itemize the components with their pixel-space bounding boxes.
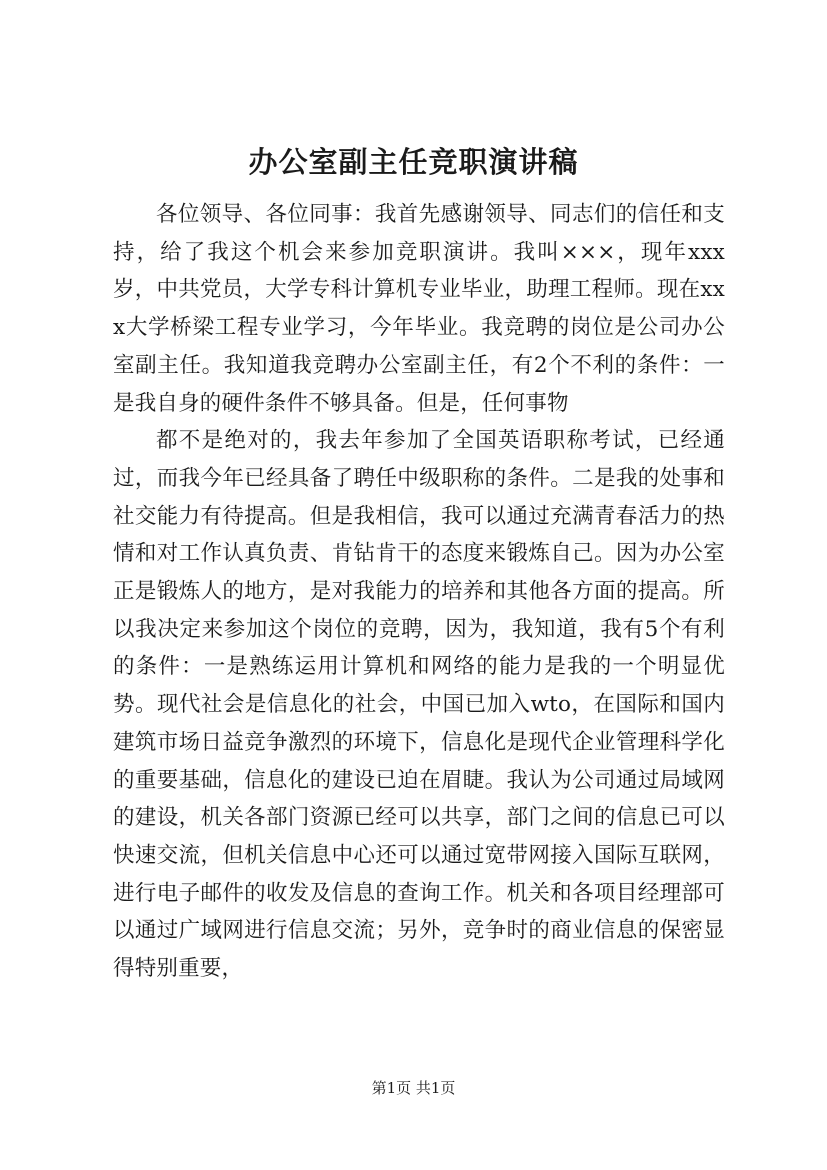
paragraph-1: 各位领导、各位同事：我首先感谢领导、同志们的信任和支持，给了我这个机会来参加竞职演讲。我叫×××，现年xxx岁，中共党员，大学专科计算机专业毕业，助理工程师。现在xxx大学桥梁工程专业学习，今年毕业。我竞聘的岗位是公司办公室副主任。我知道我竞聘办公室副主任，有2个不利的条件：一是我自身的硬件条件不够具备。但是，任何事物 bbox=[113, 202, 725, 416]
page-footer: 第1页 共1页 bbox=[371, 1079, 456, 1097]
paragraph-2: 都不是绝对的，我去年参加了全国英语职称考试，已经通过，而我今年已经具备了聘任中级职称的条件。二是我的处事和社交能力有待提高。但是我相信，我可以通过充满青春活力的热情和对工作认真负责、肯钻肯干的态度来锻炼自己。因为办公室正是锻炼人的地方，是对我能力的培养和其他各方面的提高。所以我决定来参加这个岗位的竞聘，因为，我知道，我有5个有利的条件：一是熟练运用计算机和网络的能力是我的一个明显优势。现代社会是信息化的社会，中国已加入wto，在国际和国内建筑市场日益竞争激烈的环境下，信息化是现代企业管理科学化的重要基础，信息化的建设已迫在眉睫。我认为公司通过局域网的建设，机关各部门资源已经可以共享，部门之间的信息已可以快速交流，但机关信息中心还可以通过宽带网接入国际互联网，进行电子邮件的收发及信息的查询工作。机关和各项目经理部可以通过广域网进行信息交流；另外，竞争时的商业信息的保密显得特别重要， bbox=[113, 428, 725, 982]
document-title: 办公室副主任竞职演讲稿 bbox=[248, 145, 579, 179]
document-body bbox=[113, 196, 725, 988]
